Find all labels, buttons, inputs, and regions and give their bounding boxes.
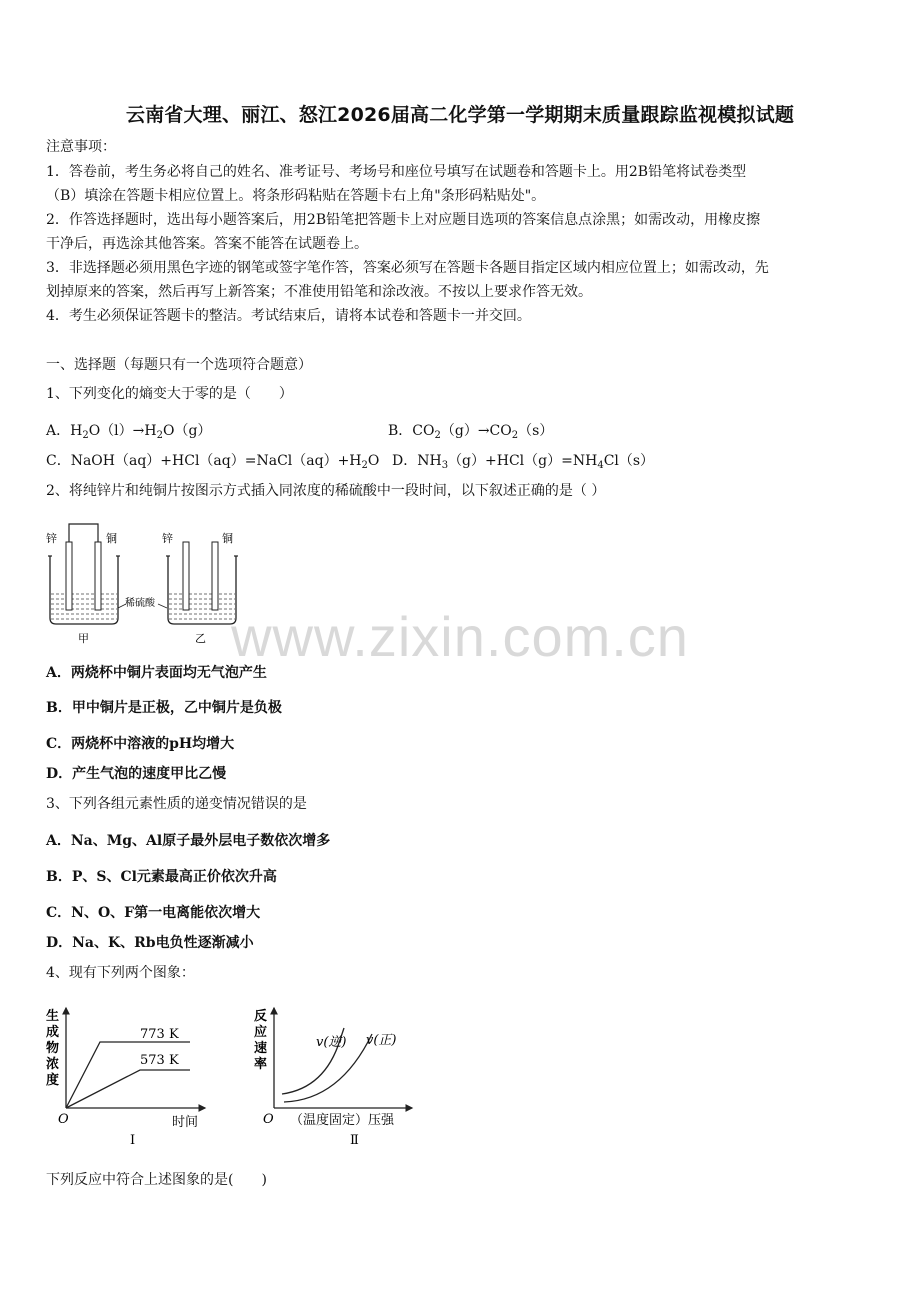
copper-label-yi: 铜 xyxy=(222,532,233,545)
q3-option-a: A．Na、Mg、Al原子最外层电子数依次增多 xyxy=(46,833,331,849)
g1-ylabel-char: 成 xyxy=(46,1025,60,1040)
g2-ylabel-char: 率 xyxy=(254,1057,268,1072)
notice-line: 2．作答选择题时，选出每小题答案后，用2B铅笔把答题卡上对应题目选项的答案信息点涂黑；如需改动，用橡皮擦 xyxy=(46,212,761,228)
g1-line-573k xyxy=(66,1070,190,1108)
copper-label-jia: 铜 xyxy=(106,532,117,545)
beaker-jia-caption: 甲 xyxy=(78,632,89,645)
q4-stem: 4、现有下列两个图象： xyxy=(46,965,195,981)
q3-option-c: C．N、O、F第一电离能依次增大 xyxy=(46,905,261,921)
q2-stem: 2、将纯锌片和纯铜片按图示方式插入同浓度的稀硫酸中一段时间，以下叙述正确的是（ ） xyxy=(46,483,606,499)
zinc-plate-jia xyxy=(66,542,72,610)
q2-option-d: D．产生气泡的速度甲比乙慢 xyxy=(46,766,227,782)
q1-option-a: A．$H_2O(l)\to H_2O(g)$ xyxy=(46,423,212,441)
acid-label: 稀硫酸 xyxy=(125,598,155,609)
connecting-wire xyxy=(69,524,98,542)
q3-option-d: D．Na、K、Rb电负性逐渐减小 xyxy=(46,935,254,951)
watermark: www.zixin.com.cn xyxy=(231,605,689,668)
q2-option-c: C．两烧杯中溶液的pH均增大 xyxy=(46,736,235,752)
copper-plate-yi xyxy=(212,542,218,610)
g2-label-reverse: v(逆) xyxy=(316,1035,347,1050)
g2-ylabel-char: 应 xyxy=(254,1025,268,1040)
notice-line: 4．考生必须保证答题卡的整洁。考试结束后，请将本试卷和答题卡一并交回。 xyxy=(46,308,531,324)
q1-option-c: C．$NaOH(aq)+HCl(aq)=NaCl(aq)+H_2O$ xyxy=(46,453,380,471)
g1-ylabel-char: 浓 xyxy=(46,1057,60,1072)
q3-stem: 3、下列各组元素性质的递变情况错误的是 xyxy=(46,796,307,812)
notice-line: 划掉原来的答案，然后再写上新答案；不准使用铅笔和涂改液。不按以上要求作答无效。 xyxy=(46,284,592,300)
notice-heading: 注意事项： xyxy=(46,139,116,155)
notice-line: 干净后，再选涂其他答案。答案不能答在试题卷上。 xyxy=(46,236,368,252)
g1-xlabel: 时间 xyxy=(172,1115,199,1130)
zinc-plate-yi xyxy=(183,542,189,610)
g2-origin: O xyxy=(263,1112,274,1127)
g2-caption: Ⅱ xyxy=(350,1133,359,1148)
zinc-label-jia: 锌 xyxy=(46,532,57,545)
q1-option-b: B．$CO_2(g)\to CO_2(s)$ xyxy=(388,423,554,441)
g2-xlabel: （温度固定）压强 xyxy=(290,1113,395,1128)
q2-option-b: B．甲中铜片是正极，乙中铜片是负极 xyxy=(46,700,282,716)
section-title: 一、选择题（每题只有一个选项符合题意） xyxy=(46,357,312,373)
notice-line: （B）填涂在答题卡相应位置上。将条形码粘贴在答题卡右上角"条形码粘贴处"。 xyxy=(46,188,546,204)
beaker-yi-caption: 乙 xyxy=(195,632,206,645)
g1-ylabel-char: 生 xyxy=(46,1009,60,1024)
zinc-label-yi: 锌 xyxy=(162,532,173,545)
g1-ylabel-char: 物 xyxy=(46,1041,60,1056)
copper-plate-jia xyxy=(95,542,101,610)
q1-stem: 1、下列变化的熵变大于零的是（ ） xyxy=(46,386,293,402)
g2-ylabel-char: 反 xyxy=(254,1009,268,1024)
q1-option-d: D．$NH_3(g)+HCl(g)=NH_4Cl(s)$ xyxy=(392,453,655,471)
g1-ylabel-char: 度 xyxy=(46,1073,60,1088)
paper-title: 云南省大理、丽江、怒江2026届高二化学第一学期期末质量跟踪监视模拟试题 xyxy=(125,104,795,126)
g2-ylabel-char: 速 xyxy=(254,1041,268,1056)
q3-option-b: B．P、S、Cl元素最高正价依次升高 xyxy=(46,869,277,885)
q2-option-a: A．两烧杯中铜片表面均无气泡产生 xyxy=(46,665,267,681)
graphs-figure xyxy=(40,1000,420,1150)
g1-label-573k: 573 K xyxy=(140,1053,179,1068)
notice-line: 1．答卷前，考生务必将自己的姓名、准考证号、考场号和座位号填写在试题卷和答题卡上。用2B铅笔将试卷类型 xyxy=(46,164,747,180)
notice-line: 3．非选择题必须用黑色字迹的钢笔或签字笔作答，答案必须写在答题卡各题目指定区域内相应位置上；如需改动，先 xyxy=(46,260,769,276)
g1-caption: Ⅰ xyxy=(130,1133,136,1148)
g1-label-773k: 773 K xyxy=(140,1027,179,1042)
graph-one xyxy=(46,1008,205,1148)
graph-two xyxy=(254,1008,412,1148)
g1-origin: O xyxy=(58,1112,69,1127)
g2-label-forward: v(正) xyxy=(366,1033,397,1048)
q4-followup: 下列反应中符合上述图象的是( ) xyxy=(46,1172,267,1188)
